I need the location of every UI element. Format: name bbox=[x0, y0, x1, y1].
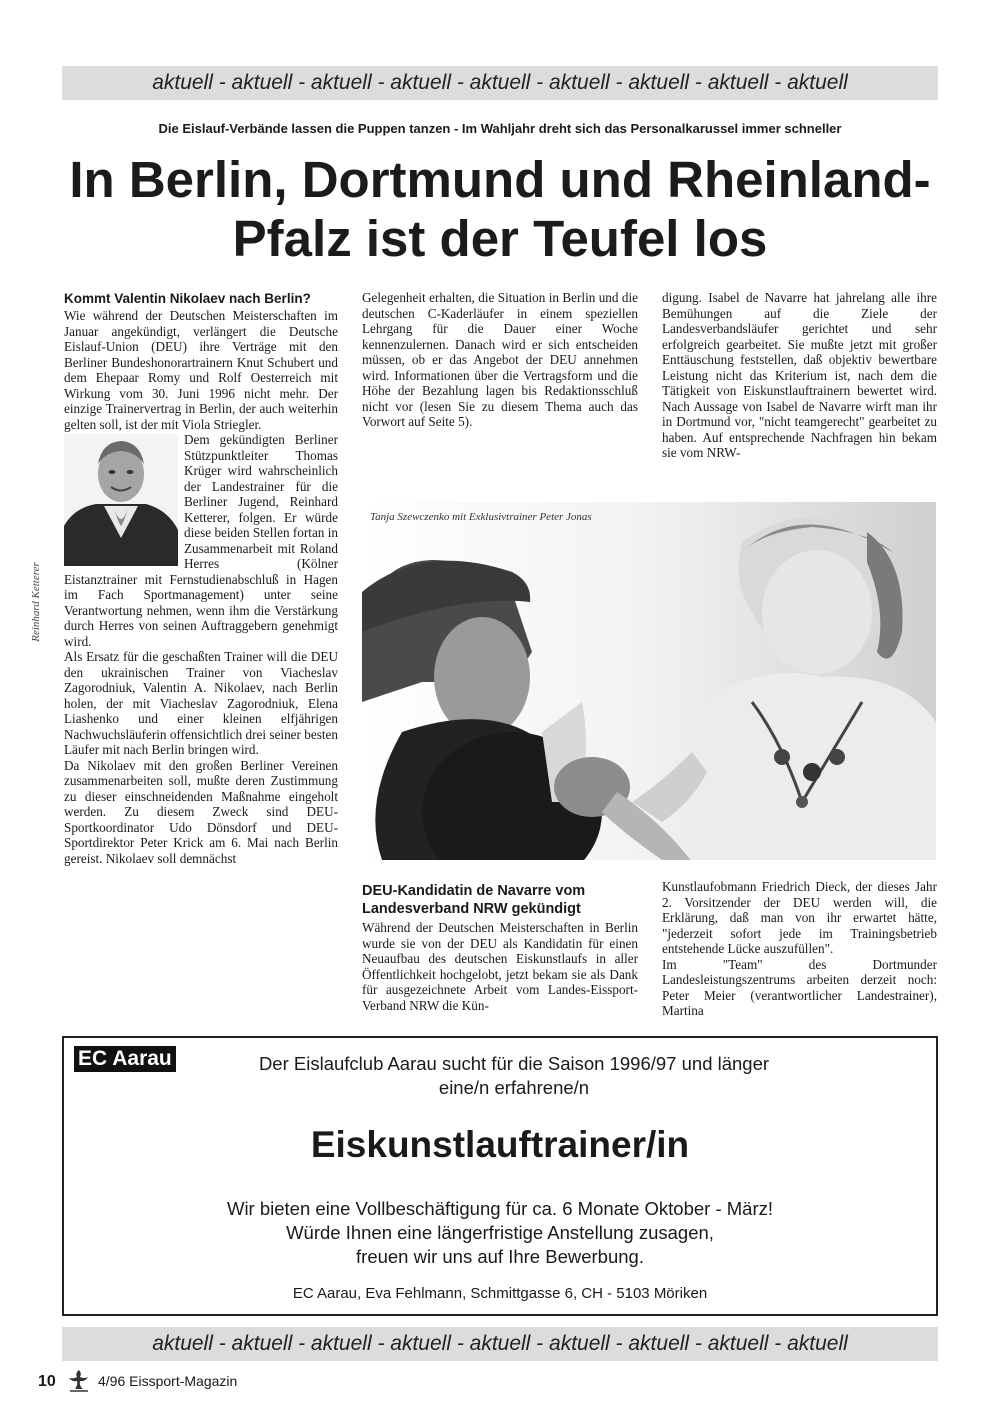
paragraph: Kunstlaufobmann Friedrich Dieck, der dieses Jahr 2. Vorsitzender der DEU werden will, die Erklärung, daß man von ihr erwartet hätte, "jederzeit sofort jede im Trainingsbetrieb entstehende Lücke auszufüllen". bbox=[662, 879, 937, 956]
ad-offer-line-3: freuen wir uns auf Ihre Bewerbung. bbox=[356, 1246, 644, 1267]
ad-offer-line-1: Wir bieten eine Vollbeschäftigung für ca. 6 Monate Oktober - März! bbox=[226, 1198, 774, 1219]
paragraph: Gelegenheit erhalten, die Situation in Berlin und die deutschen C-Kaderläufer in einem speziellen Lehrgang für die Dauer einer Woche kennenzulernen. Danach wird er sich entscheiden müssen, ob er das Angebot der DEU annehmen wird. Informationen über die Vertragsform und die Höhe der Bezahlung lagen bis Redaktionsschluß nicht vor (lesen Sie zu diesem Thema auch das Vorwort auf Seite 5). bbox=[362, 290, 638, 429]
ad-intro-line-1: Der Eislaufclub Aarau sucht für die Saison 1996/97 und länger bbox=[258, 1053, 770, 1074]
page-number: 10 bbox=[38, 1373, 56, 1390]
ad-intro bbox=[194, 1052, 834, 1100]
photo-caption: Tanja Szewczenko mit Exklusivtrainer Peter Jonas bbox=[370, 511, 592, 523]
article-column-3 bbox=[662, 290, 937, 461]
section-heading-berlin: Kommt Valentin Nikolaev nach Berlin? bbox=[64, 291, 311, 306]
photo-skaters-icon bbox=[362, 502, 936, 860]
portrait-man-icon bbox=[64, 434, 178, 566]
paragraph: digung. Isabel de Navarre hat jahrelang alle ihre Bemühungen auf die Ziele der Landesverbandsläufer gerichtet und sehr erfolgreich gearbeitet. Sie mußte jetzt mit großer Enttäuschung feststellen, daß objektiv bewertbare Leistung nicht das Kriterium ist, nach dem die Tätigkeit von Eiskunstlauftrainern bewertet wird. Nach Aussage von Isabel de Navarre wirft man ihr in Dortmund vor, "nicht teamgerecht" gearbeitet zu haben. Auf entsprechende Nachfragen hin bekam sie vom NRW- bbox=[662, 290, 937, 460]
article-column-3-lower bbox=[662, 879, 937, 1019]
ad-intro-line-2: eine/n erfahrene/n bbox=[438, 1077, 590, 1098]
ad-offer-line-2: Würde Ihnen eine längerfristige Anstellung zusagen, bbox=[286, 1222, 714, 1243]
headline: In Berlin, Dortmund und Rheinland-Pfalz ist der Teufel los bbox=[69, 151, 931, 267]
article-column-1 bbox=[64, 290, 338, 866]
ad-contact: EC Aarau, Eva Fehlmann, Schmittgasse 6, CH - 5103 Möriken bbox=[292, 1285, 708, 1302]
ad-title: Eiskunstlauftrainer/in bbox=[310, 1124, 690, 1165]
portrait-photo bbox=[64, 434, 178, 566]
paragraph: Im "Team" des Dortmunder Landesleistungszentrums arbeiten derzeit noch: Peter Meier (verantwortlicher Landestrainer), Martina bbox=[662, 956, 937, 1018]
subheadline: Die Eislauf-Verbände lassen die Puppen tanzen - Im Wahljahr dreht sich das Personalkarussel immer schneller bbox=[158, 121, 842, 136]
article-column-2-lower bbox=[362, 882, 638, 1013]
paragraph: Dem gekündigten Berliner Stützpunktleiter Thomas Krüger wird wahrscheinlich der Landestrainer für die Berliner Jugend, Reinhard Ketterer, folgen. Er würde diese beiden Stellen fortan in Zusammenarbeit mit Roland Herres (Kölner Eistanztrainer mit Fernstudienabschluß in Hagen im Fach Sportmanagement) unter seine Verantwortung nehmen, wenn ihm die Verstärkung durch Herres von seinen Auftraggebern genehmigt wird. bbox=[64, 432, 338, 649]
article-column-2 bbox=[362, 290, 638, 430]
section-heading-navarre: DEU-Kandidatin de Navarre vom Landesverband NRW gekündigt bbox=[362, 883, 586, 917]
skating-photo bbox=[362, 502, 936, 860]
skater-logo-icon bbox=[66, 1367, 92, 1393]
ad-offer bbox=[64, 1197, 936, 1269]
job-advertisement bbox=[62, 1036, 938, 1316]
aktuell-band-bottom: aktuell - aktuell - aktuell - aktuell - aktuell - aktuell - aktuell - aktuell - aktuell bbox=[62, 1327, 938, 1361]
paragraph: Da Nikolaev mit den großen Berliner Vereinen zusammenarbeiten soll, mußte deren Zustimmung zu dieser einschneidenden Maßnahme eingeholt werden. Zu diesem Zweck sind DEU-Sportkoordinator Udo Dönsdorf und DEU-Sportdirektor Peter Krick am 6. Mai nach Berlin gereist. Nikolaev soll demnächst bbox=[64, 757, 338, 866]
paragraph: Während der Deutschen Meisterschaften in Berlin wurde sie von der DEU als Kandidatin für einen Neuaufbau des deutschen Eiskunstlaufs in aller Öffentlichkeit hochgelobt, jetzt bekam sie als Dank für ausgezeichnete Arbeit vom Landes-Eissport-Verband NRW die Kün- bbox=[362, 920, 638, 1013]
issue-label: 4/96 Eissport-Magazin bbox=[98, 1373, 238, 1389]
ad-logo: EC Aarau bbox=[74, 1046, 176, 1072]
aktuell-band-top: aktuell - aktuell - aktuell - aktuell - aktuell - aktuell - aktuell - aktuell - aktuell bbox=[62, 66, 938, 100]
paragraph: Als Ersatz für die geschaßten Trainer will die DEU den ukrainischen Trainer von Viacheslav Zagorodniuk, Valentin A. Nikolaev, nach Berlin holen, der mit Viacheslav Zagorodniuk, Elena Liashenko und einer kleinen elfjährigen Nachwuchsläuferin offensichtlich drei seiner besten Läufer mit nach Berlin bringen wird. bbox=[64, 649, 338, 757]
portrait-credit bbox=[28, 540, 44, 670]
paragraph: Wie während der Deutschen Meisterschaften im Januar angekündigt, verlängert die Deutsche Eislauf-Union (DEU) ihre Verträge mit den Berliner Bundeshonorartrainern Knut Schubert und dem Ehepaar Romy und Rolf Oesterreich mit Wirkung vom 30. Juni 1996 nicht mehr. Der einzige Trainervertrag in Berlin, der auch weiterhin gelten soll, ist der mit Viola Striegler. bbox=[64, 308, 338, 432]
portrait-credit-text: Reinhard Ketterer bbox=[30, 562, 42, 642]
